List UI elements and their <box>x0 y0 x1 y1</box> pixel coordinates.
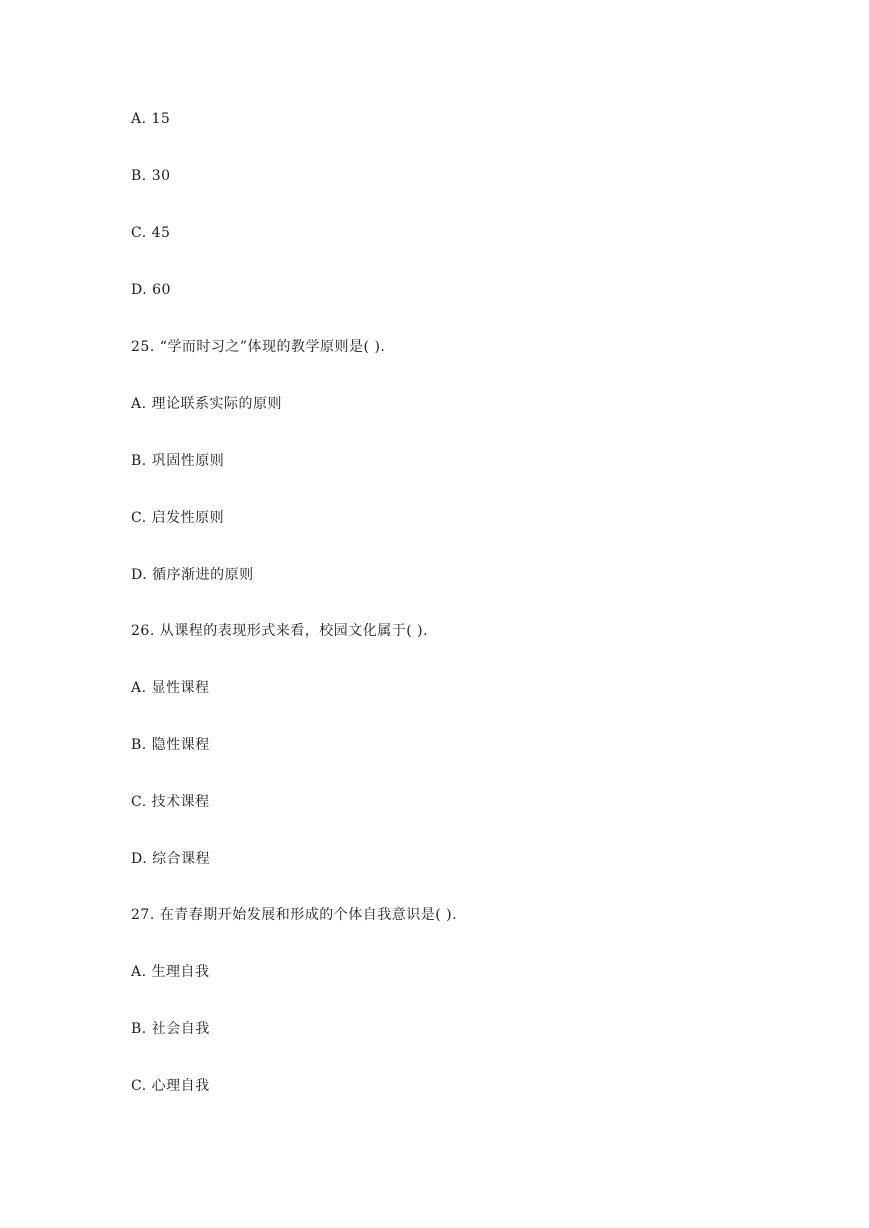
option-d-q24: D. 60 <box>131 282 171 298</box>
option-b-q26: B. 隐性课程 <box>131 737 210 753</box>
option-a-q25: A. 理论联系实际的原则 <box>131 396 283 412</box>
option-b-q24: B. 30 <box>131 168 171 184</box>
option-a-q26: A. 显性课程 <box>131 680 210 696</box>
option-c-q24: C. 45 <box>131 225 171 241</box>
option-b-q25: B. 巩固性原则 <box>131 453 225 469</box>
option-b-q27: B. 社会自我 <box>131 1021 210 1037</box>
option-a-q24: A. 15 <box>131 111 171 127</box>
question-26: 26. 从课程的表现形式来看，校园文化属于( ). <box>131 623 429 639</box>
option-c-q26: C. 技术课程 <box>131 794 210 810</box>
option-d-q26: D. 综合课程 <box>131 851 211 867</box>
question-25: 25. “学而时习之”体现的教学原则是( ). <box>131 339 386 355</box>
option-d-q25: D. 循序渐进的原则 <box>131 567 254 583</box>
question-27: 27. 在青春期开始发展和形成的个体自我意识是( ). <box>131 907 458 923</box>
option-a-q27: A. 生理自我 <box>131 964 210 980</box>
option-c-q25: C. 启发性原则 <box>131 510 225 526</box>
option-c-q27: C. 心理自我 <box>131 1078 210 1094</box>
